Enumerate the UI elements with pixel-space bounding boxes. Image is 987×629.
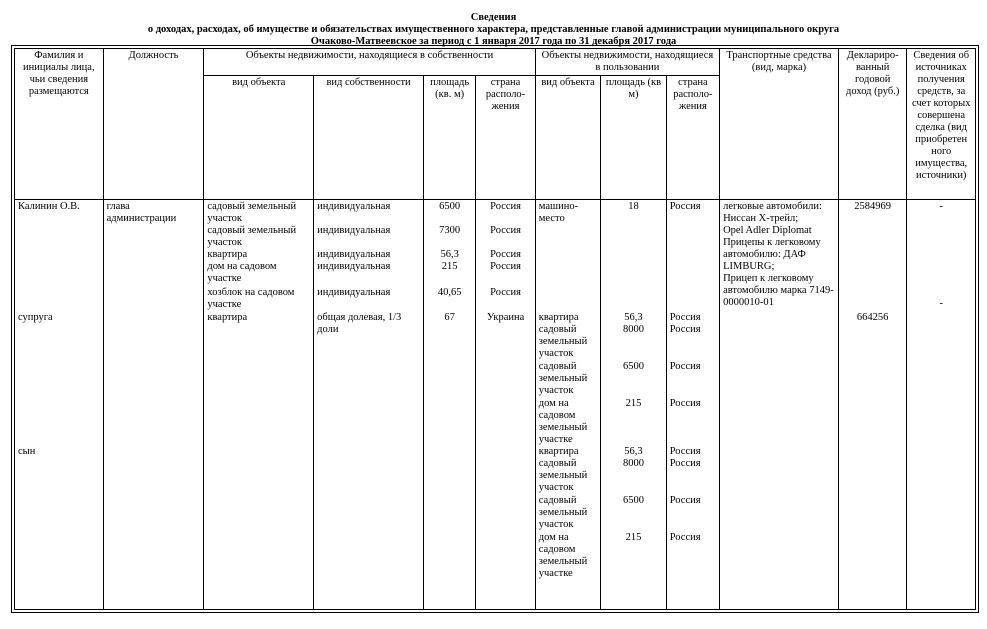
cell-owned-type bbox=[204, 200, 314, 610]
cell-vehicles bbox=[720, 200, 839, 610]
owned-country-5: Россия bbox=[490, 287, 521, 298]
income-1: 2584969 bbox=[854, 201, 892, 212]
owned-type-4: дом на садовом участке bbox=[207, 261, 277, 284]
header-used-area: площадь (кв м) bbox=[601, 76, 666, 200]
cell-used-country bbox=[666, 200, 719, 610]
owned-country-1: Россия bbox=[490, 201, 521, 212]
used-country-2: Россия bbox=[669, 312, 701, 323]
used-country-7: Россия bbox=[669, 458, 701, 469]
vehicle-line-3: Opel Adler Diplomat bbox=[723, 225, 812, 236]
used-area-3: 8000 bbox=[622, 324, 644, 335]
owned-country-3: Россия bbox=[490, 249, 521, 260]
cell-position: глава администрации bbox=[103, 200, 204, 610]
header-name: Фамилия и инициалы лица, чьи сведения размещаются bbox=[15, 49, 104, 200]
owned-type-6: квартира bbox=[207, 312, 248, 323]
used-type-2: квартира bbox=[538, 312, 579, 323]
used-country-3: Россия bbox=[669, 324, 701, 335]
header-owned-area: площадь (кв. м) bbox=[423, 76, 475, 200]
header-owned-ownership: вид собственности bbox=[314, 76, 424, 200]
header-used-type: вид объекта bbox=[535, 76, 600, 200]
cell-sources bbox=[907, 200, 976, 610]
used-type-6: квартира bbox=[538, 446, 579, 457]
header-owned-country: страна располо-жения bbox=[476, 76, 535, 200]
used-type-8: садовый земельный участок bbox=[538, 495, 588, 530]
header-income: Деклариро-ванный годовой доход (руб.) bbox=[838, 49, 906, 200]
used-area-5: 215 bbox=[625, 398, 642, 409]
used-type-4: садовый земельный участок bbox=[538, 361, 588, 396]
owned-area-4: 215 bbox=[441, 261, 458, 272]
owned-area-6: 67 bbox=[444, 312, 455, 323]
cell-name bbox=[15, 200, 104, 610]
title-line-2: о доходах, расходах, об имуществе и обязательствах имущественного характера, представленные главой администрации муниципального округа bbox=[147, 24, 840, 35]
sources-1: - bbox=[939, 201, 943, 212]
vehicle-line-1: легковые автомобили: bbox=[723, 201, 822, 212]
used-area-1: 18 bbox=[628, 201, 639, 212]
cell-owned-country bbox=[476, 200, 535, 610]
used-area-4: 6500 bbox=[622, 361, 644, 372]
header-owned-group: Объекты недвижимости, находящиеся в собственности bbox=[204, 49, 535, 76]
person-2: супруга bbox=[18, 312, 53, 323]
owned-ownership-5: индивидуальная bbox=[317, 287, 391, 298]
used-area-8: 6500 bbox=[622, 495, 644, 506]
owned-type-1: садовый земельный участок bbox=[207, 201, 297, 224]
used-country-5: Россия bbox=[669, 398, 701, 409]
cell-used-type bbox=[535, 200, 600, 610]
vehicle-line-5: Прицеп к легковому автомобилю марка 7149-0000010-01 bbox=[723, 273, 834, 308]
vehicle-line-4: Прицепы к легковому автомобилю: ДАФ LIMBURG; bbox=[723, 237, 821, 272]
header-used-country: страна располо-жения bbox=[666, 76, 719, 200]
owned-country-6: Украина bbox=[486, 312, 525, 323]
used-country-9: Россия bbox=[669, 532, 701, 543]
owned-ownership-3: индивидуальная bbox=[317, 249, 391, 260]
header-used-group: Объекты недвижимости, находящиеся в пользовании bbox=[535, 49, 719, 76]
person-3: сын bbox=[18, 446, 36, 457]
owned-ownership-1: индивидуальная bbox=[317, 201, 391, 212]
sources-2: - bbox=[939, 298, 943, 309]
used-area-2: 56,3 bbox=[624, 312, 643, 323]
owned-country-2: Россия bbox=[490, 225, 521, 236]
used-type-3: садовый земельный участок bbox=[538, 324, 588, 359]
used-type-9: дом на садовом земельный участке bbox=[538, 532, 588, 579]
used-area-7: 8000 bbox=[622, 458, 644, 469]
used-country-8: Россия bbox=[669, 495, 701, 506]
owned-area-2: 7300 bbox=[439, 225, 461, 236]
vehicle-line-2: Ниссан X-трейл; bbox=[723, 213, 799, 224]
header-owned-type: вид объекта bbox=[204, 76, 314, 200]
owned-area-5: 40,65 bbox=[437, 287, 462, 298]
cell-income bbox=[838, 200, 906, 610]
cell-owned-ownership bbox=[314, 200, 424, 610]
income-2: 664256 bbox=[856, 312, 889, 323]
used-type-1: машино-место bbox=[538, 201, 579, 224]
person-1: Калинин О.В. bbox=[18, 201, 80, 212]
header-position: Должность bbox=[103, 49, 204, 200]
owned-ownership-4: индивидуальная bbox=[317, 261, 391, 272]
cell-used-area bbox=[601, 200, 666, 610]
used-country-1: Россия bbox=[669, 201, 701, 212]
header-vehicles: Транспортные средства (вид, марка) bbox=[720, 49, 839, 200]
used-type-5: дом на садовом земельный участке bbox=[538, 398, 588, 445]
owned-type-2: садовый земельный участок bbox=[207, 225, 297, 248]
used-type-7: садовый земельный участок bbox=[538, 458, 588, 493]
used-area-9: 215 bbox=[625, 532, 642, 543]
owned-ownership-6: общая долевая, 1/3 доли bbox=[317, 312, 402, 335]
owned-country-4: Россия bbox=[490, 261, 521, 272]
declaration-table bbox=[14, 48, 976, 610]
owned-area-1: 6500 bbox=[439, 201, 461, 212]
header-sources: Сведения об источниках получения средств, за счет которых совершена сделка (вид приобретен ного имущества, источники) bbox=[907, 49, 976, 200]
owned-type-3: квартира bbox=[207, 249, 248, 260]
used-area-6: 56,3 bbox=[624, 446, 643, 457]
owned-type-5: хозблок на садовом участке bbox=[207, 287, 295, 310]
title-line-1: Сведения bbox=[470, 12, 517, 23]
used-country-6: Россия bbox=[669, 446, 701, 457]
owned-area-3: 56,3 bbox=[440, 249, 459, 260]
document-title bbox=[0, 0, 987, 48]
cell-owned-area bbox=[423, 200, 475, 610]
used-country-4: Россия bbox=[669, 361, 701, 372]
owned-ownership-2: индивидуальная bbox=[317, 225, 391, 236]
title-line-3: Очаково-Матвеевское за период с 1 января 2017 года по 31 декабря 2017 года bbox=[310, 36, 677, 47]
